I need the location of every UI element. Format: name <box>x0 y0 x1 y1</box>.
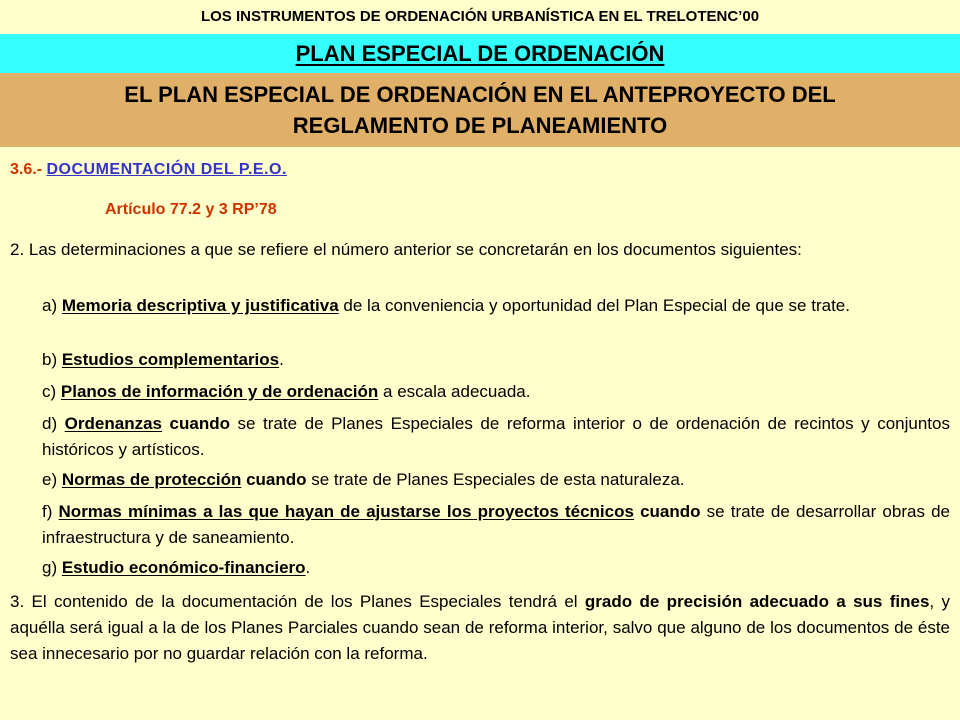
item-text: de la conveniencia y oportunidad del Plan Especial de que se trate. <box>338 296 850 315</box>
section-heading <box>10 157 287 183</box>
item-key: Estudio económico-financiero <box>61 558 306 577</box>
list-item-f <box>42 499 950 551</box>
list-item-b <box>42 347 950 373</box>
content-area <box>10 147 950 720</box>
paragraph-2: 2. Las determinaciones a que se refiere el número anterior se concretarán en los documentos siguientes: <box>10 240 802 259</box>
item-key: Planos de información y de ordenación <box>60 382 379 401</box>
para3-bold: grado de precisión adecuado a sus fines <box>584 592 930 611</box>
para3-start: 3. El contenido de la documentación de los Planes Especiales tendrá el <box>10 592 585 611</box>
item-text: se trate de desarrollar obras de infraestructura y de saneamiento. <box>42 502 950 547</box>
plan-title-band <box>0 34 960 73</box>
item-prefix: b) <box>42 350 62 369</box>
list-item-c <box>42 379 950 405</box>
item-prefix: a) <box>42 296 62 315</box>
subtitle-band <box>0 73 960 147</box>
article-reference: Artículo 77.2 y 3 RP’78 <box>105 201 277 218</box>
item-text: se trate de Planes Especiales de reforma interior o de ordenación de recintos y conjuntos históricos y artísticos. <box>42 414 950 459</box>
item-prefix: f) <box>42 502 59 521</box>
item-prefix: e) <box>42 470 62 489</box>
item-key: Ordenanzas <box>64 414 162 433</box>
item-prefix: g) <box>42 558 62 577</box>
item-text: . <box>279 350 284 369</box>
item-prefix: d) <box>42 414 65 433</box>
paragraph-3 <box>10 589 950 667</box>
section-title-link[interactable]: DOCUMENTACIÓN DEL P.E.O. <box>46 161 287 178</box>
list-item-g <box>42 555 950 581</box>
list-item-e <box>42 467 950 493</box>
item-text: . <box>305 558 311 577</box>
item-text: a escala adecuada. <box>378 382 531 401</box>
subtitle-line-2: REGLAMENTO DE PLANEAMIENTO <box>292 113 668 138</box>
item-bold: cuando <box>161 414 230 433</box>
list-item-a <box>42 293 950 319</box>
item-prefix: c) <box>42 382 61 401</box>
list-item-d <box>42 411 950 463</box>
item-key: Memoria descriptiva y justificativa <box>61 296 339 315</box>
item-bold: cuando <box>241 470 307 489</box>
para3-rest: , y aquélla será igual a la de los Planes Parciales cuando sean de reforma interior, salvo que alguno de los documentos de éste sea innecesario por no guardar relación con la reforma. <box>10 592 950 663</box>
item-text: se trate de Planes Especiales de esta naturaleza. <box>306 470 685 489</box>
document-series-title: LOS INSTRUMENTOS DE ORDENACIÓN URBANÍSTICA EN EL TRELOTENC’00 <box>0 0 960 34</box>
subtitle-line-1: EL PLAN ESPECIAL DE ORDENACIÓN EN EL ANTEPROYECTO DEL <box>124 82 836 107</box>
item-key: Normas mínimas a las que hayan de ajustarse los proyectos técnicos <box>58 502 634 521</box>
item-key: Normas de protección <box>61 470 242 489</box>
item-key: Estudios complementarios <box>61 350 280 369</box>
plan-title: PLAN ESPECIAL DE ORDENACIÓN <box>295 41 665 66</box>
section-number: 3.6.- <box>10 161 43 178</box>
item-bold: cuando <box>633 502 701 521</box>
